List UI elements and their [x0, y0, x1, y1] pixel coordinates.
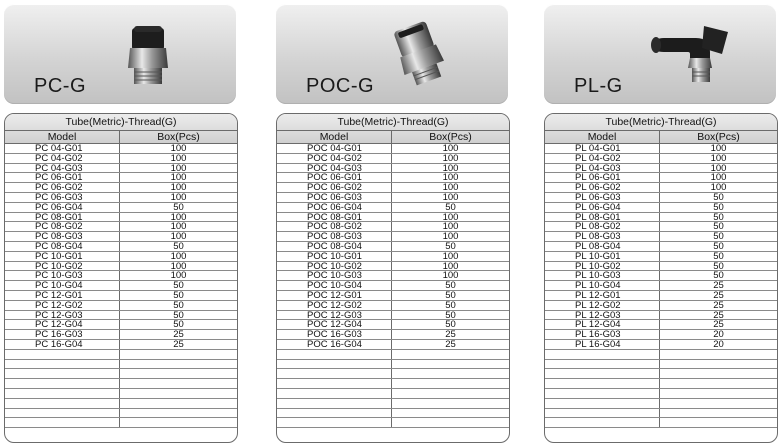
model-cell	[5, 360, 120, 369]
box-cell: 50	[445, 299, 456, 311]
box-cell: 50	[713, 240, 724, 252]
model-cell: PL 06-G02	[545, 183, 660, 192]
product-title: POC-G	[306, 75, 375, 97]
box-cell: 100	[170, 162, 187, 174]
box-cell: 100	[442, 152, 459, 164]
box-cell	[392, 369, 509, 378]
model-cell	[545, 379, 660, 388]
model-cell: PL 16-G03	[545, 330, 660, 339]
box-cell: 50	[445, 280, 456, 292]
model-cell: PL 10-G03	[545, 271, 660, 280]
box-cell: 100	[170, 211, 187, 223]
model-cell: PC 04-G03	[5, 164, 120, 173]
box-cell	[392, 418, 509, 427]
table-row-empty	[545, 379, 777, 389]
model-cell	[5, 379, 120, 388]
model-cell: PL 10-G01	[545, 252, 660, 261]
table-row-empty	[277, 399, 509, 409]
model-cell: PC 04-G02	[5, 154, 120, 163]
model-cell	[277, 360, 392, 369]
straight-male-fitting-icon	[104, 18, 194, 88]
table-row-empty	[5, 350, 237, 360]
box-cell	[120, 409, 237, 418]
model-cell: PC 06-G04	[5, 203, 120, 212]
box-cell	[120, 399, 237, 408]
product-header	[276, 4, 508, 104]
box-cell: 100	[442, 191, 459, 203]
box-cell: 25	[713, 319, 724, 331]
model-cell	[277, 418, 392, 427]
straight-male-fitting-icon	[376, 18, 466, 88]
table-row-empty	[277, 360, 509, 370]
box-cell: 50	[713, 270, 724, 282]
table-row-empty	[277, 418, 509, 428]
table-row	[545, 340, 777, 350]
box-cell: 100	[710, 182, 727, 194]
box-cell	[120, 369, 237, 378]
model-cell: PL 10-G04	[545, 281, 660, 290]
table-row-empty	[5, 409, 237, 419]
model-cell	[277, 379, 392, 388]
model-cell	[277, 369, 392, 378]
box-cell: 25	[713, 309, 724, 321]
column-header-box: Box(Pcs)	[429, 131, 472, 143]
model-cell	[277, 350, 392, 359]
box-cell: 100	[442, 162, 459, 174]
model-cell	[545, 350, 660, 359]
box-cell	[120, 389, 237, 398]
box-cell: 100	[442, 211, 459, 223]
box-cell	[660, 418, 777, 427]
box-cell: 100	[442, 182, 459, 194]
model-cell	[277, 399, 392, 408]
box-cell: 25	[713, 280, 724, 292]
model-cell	[5, 369, 120, 378]
box-cell: 100	[170, 172, 187, 184]
box-cell	[660, 409, 777, 418]
column-header-box: Box(Pcs)	[157, 131, 200, 143]
box-cell: 50	[713, 191, 724, 203]
model-cell: PC 06-G01	[5, 173, 120, 182]
table-row-empty	[277, 369, 509, 379]
model-cell: POC 04-G02	[277, 154, 392, 163]
model-cell: PC 06-G03	[5, 193, 120, 202]
table-row-empty	[277, 409, 509, 419]
model-cell	[5, 418, 120, 427]
table-title: Tube(Metric)-Thread(G)	[545, 114, 777, 131]
box-cell: 50	[713, 250, 724, 262]
model-cell: PC 10-G02	[5, 262, 120, 271]
model-cell: PL 08-G01	[545, 213, 660, 222]
table-row-empty	[277, 350, 509, 360]
model-cell: PC 12-G01	[5, 291, 120, 300]
column-header-model: Model	[545, 131, 660, 143]
model-cell: PC 04-G01	[5, 144, 120, 153]
model-cell: PC 08-G04	[5, 242, 120, 251]
table-row-empty	[545, 360, 777, 370]
model-cell: POC 04-G01	[277, 144, 392, 153]
model-cell	[545, 409, 660, 418]
box-cell: 50	[713, 221, 724, 233]
model-cell: PL 08-G03	[545, 232, 660, 241]
box-cell: 100	[442, 221, 459, 233]
box-cell: 25	[713, 289, 724, 301]
model-cell: PC 06-G02	[5, 183, 120, 192]
box-cell	[392, 379, 509, 388]
box-cell: 100	[442, 231, 459, 243]
model-cell	[5, 409, 120, 418]
box-cell: 50	[713, 211, 724, 223]
model-cell: PL 06-G01	[545, 173, 660, 182]
table-row	[277, 340, 509, 350]
model-cell	[545, 360, 660, 369]
model-cell: PL 12-G02	[545, 301, 660, 310]
box-cell	[120, 350, 237, 359]
table-row-empty	[545, 409, 777, 419]
table-row-empty	[5, 389, 237, 399]
model-cell: POC 08-G03	[277, 232, 392, 241]
table-title: Tube(Metric)-Thread(G)	[5, 114, 237, 131]
box-cell: 20	[713, 338, 724, 350]
model-cell: PL 08-G04	[545, 242, 660, 251]
model-cell: PC 12-G04	[5, 320, 120, 329]
box-cell: 50	[445, 319, 456, 331]
model-cell: PL 10-G02	[545, 262, 660, 271]
model-cell: POC 12-G04	[277, 320, 392, 329]
box-cell: 50	[445, 201, 456, 213]
box-cell: 100	[710, 172, 727, 184]
box-cell: 100	[170, 182, 187, 194]
box-cell: 50	[445, 289, 456, 301]
model-cell	[545, 369, 660, 378]
model-cell	[545, 399, 660, 408]
model-cell: POC 06-G01	[277, 173, 392, 182]
spec-table	[4, 113, 238, 443]
table-row-empty	[277, 379, 509, 389]
model-cell: PL 12-G01	[545, 291, 660, 300]
box-cell: 100	[710, 152, 727, 164]
model-cell: PC 10-G03	[5, 271, 120, 280]
model-cell: POC 06-G04	[277, 203, 392, 212]
model-cell: PC 08-G01	[5, 213, 120, 222]
table-row-empty	[5, 369, 237, 379]
table-title: Tube(Metric)-Thread(G)	[277, 114, 509, 131]
box-cell	[660, 360, 777, 369]
model-cell: POC 10-G01	[277, 252, 392, 261]
box-cell	[660, 350, 777, 359]
box-cell	[120, 379, 237, 388]
table-row-empty	[5, 360, 237, 370]
table-row-empty	[545, 350, 777, 360]
model-cell	[5, 350, 120, 359]
table-row-empty	[277, 389, 509, 399]
model-cell: POC 12-G02	[277, 301, 392, 310]
model-cell: POC 10-G03	[277, 271, 392, 280]
model-cell: PL 04-G02	[545, 154, 660, 163]
box-cell: 50	[173, 280, 184, 292]
model-cell: PC 10-G01	[5, 252, 120, 261]
box-cell: 100	[710, 162, 727, 174]
box-cell	[392, 409, 509, 418]
model-cell	[5, 389, 120, 398]
product-title: PL-G	[574, 75, 623, 97]
model-cell: PL 06-G04	[545, 203, 660, 212]
box-cell: 25	[713, 299, 724, 311]
box-cell: 50	[173, 289, 184, 301]
model-cell: PC 12-G03	[5, 311, 120, 320]
product-title: PC-G	[34, 75, 86, 97]
model-cell: POC 16-G03	[277, 330, 392, 339]
box-cell: 100	[170, 260, 187, 272]
box-cell: 50	[713, 260, 724, 272]
box-cell: 100	[170, 231, 187, 243]
box-cell: 20	[713, 329, 724, 341]
box-cell	[120, 360, 237, 369]
product-header	[4, 4, 236, 104]
box-cell: 25	[445, 338, 456, 350]
table-row-empty	[545, 399, 777, 409]
model-cell: PC 12-G02	[5, 301, 120, 310]
model-cell: POC 06-G02	[277, 183, 392, 192]
table-row-empty	[545, 418, 777, 428]
model-cell: PL 06-G03	[545, 193, 660, 202]
box-cell	[392, 350, 509, 359]
box-cell: 100	[442, 172, 459, 184]
column-header-model: Model	[277, 131, 392, 143]
elbow-male-fitting-icon	[644, 18, 734, 88]
box-cell	[660, 399, 777, 408]
box-cell: 50	[713, 201, 724, 213]
box-cell	[120, 418, 237, 427]
box-cell: 50	[445, 309, 456, 321]
model-cell: POC 16-G04	[277, 340, 392, 349]
box-cell: 25	[173, 329, 184, 341]
box-cell: 50	[445, 240, 456, 252]
box-cell: 50	[173, 319, 184, 331]
model-cell: PL 16-G04	[545, 340, 660, 349]
product-panel-pc-g	[4, 4, 236, 350]
model-cell: PC 16-G04	[5, 340, 120, 349]
model-cell: POC 12-G01	[277, 291, 392, 300]
model-cell: PL 12-G04	[545, 320, 660, 329]
box-cell: 25	[173, 338, 184, 350]
model-cell: PC 08-G02	[5, 222, 120, 231]
model-cell: PL 08-G02	[545, 222, 660, 231]
model-cell: POC 08-G04	[277, 242, 392, 251]
table-row	[5, 340, 237, 350]
model-cell: PC 08-G03	[5, 232, 120, 241]
table-row-empty	[5, 418, 237, 428]
box-cell: 50	[173, 309, 184, 321]
model-cell	[545, 418, 660, 427]
box-cell: 50	[173, 240, 184, 252]
model-cell: PL 12-G03	[545, 311, 660, 320]
box-cell: 50	[173, 299, 184, 311]
model-cell: PL 04-G03	[545, 164, 660, 173]
model-cell: POC 10-G04	[277, 281, 392, 290]
model-cell: POC 06-G03	[277, 193, 392, 202]
model-cell	[5, 399, 120, 408]
spec-table	[544, 113, 778, 443]
box-cell	[392, 399, 509, 408]
model-cell: POC 04-G03	[277, 164, 392, 173]
box-cell: 100	[442, 270, 459, 282]
model-cell: PC 10-G04	[5, 281, 120, 290]
product-panel-poc-g	[276, 4, 508, 350]
box-cell: 50	[713, 231, 724, 243]
spec-table	[276, 113, 510, 443]
column-header-model: Model	[5, 131, 120, 143]
box-cell: 25	[445, 329, 456, 341]
box-cell	[660, 379, 777, 388]
box-cell: 50	[173, 201, 184, 213]
model-cell	[277, 409, 392, 418]
box-cell	[660, 369, 777, 378]
box-cell: 100	[170, 221, 187, 233]
box-cell	[660, 389, 777, 398]
box-cell: 100	[442, 260, 459, 272]
box-cell	[392, 360, 509, 369]
table-row-empty	[545, 369, 777, 379]
model-cell: POC 08-G01	[277, 213, 392, 222]
column-header-box: Box(Pcs)	[697, 131, 740, 143]
box-cell: 100	[170, 250, 187, 262]
box-cell: 100	[170, 143, 187, 154]
box-cell: 100	[170, 191, 187, 203]
product-header	[544, 4, 776, 104]
model-cell: POC 08-G02	[277, 222, 392, 231]
model-cell	[277, 389, 392, 398]
model-cell: POC 10-G02	[277, 262, 392, 271]
box-cell: 100	[442, 143, 459, 154]
model-cell: POC 12-G03	[277, 311, 392, 320]
table-row-empty	[5, 399, 237, 409]
table-row-empty	[545, 389, 777, 399]
model-cell	[545, 389, 660, 398]
model-cell: PL 04-G01	[545, 144, 660, 153]
table-row-empty	[5, 379, 237, 389]
box-cell: 100	[442, 250, 459, 262]
box-cell: 100	[170, 152, 187, 164]
product-panel-pl-g	[544, 4, 776, 350]
box-cell: 100	[710, 143, 727, 154]
box-cell	[392, 389, 509, 398]
model-cell: PC 16-G03	[5, 330, 120, 339]
box-cell: 100	[170, 270, 187, 282]
